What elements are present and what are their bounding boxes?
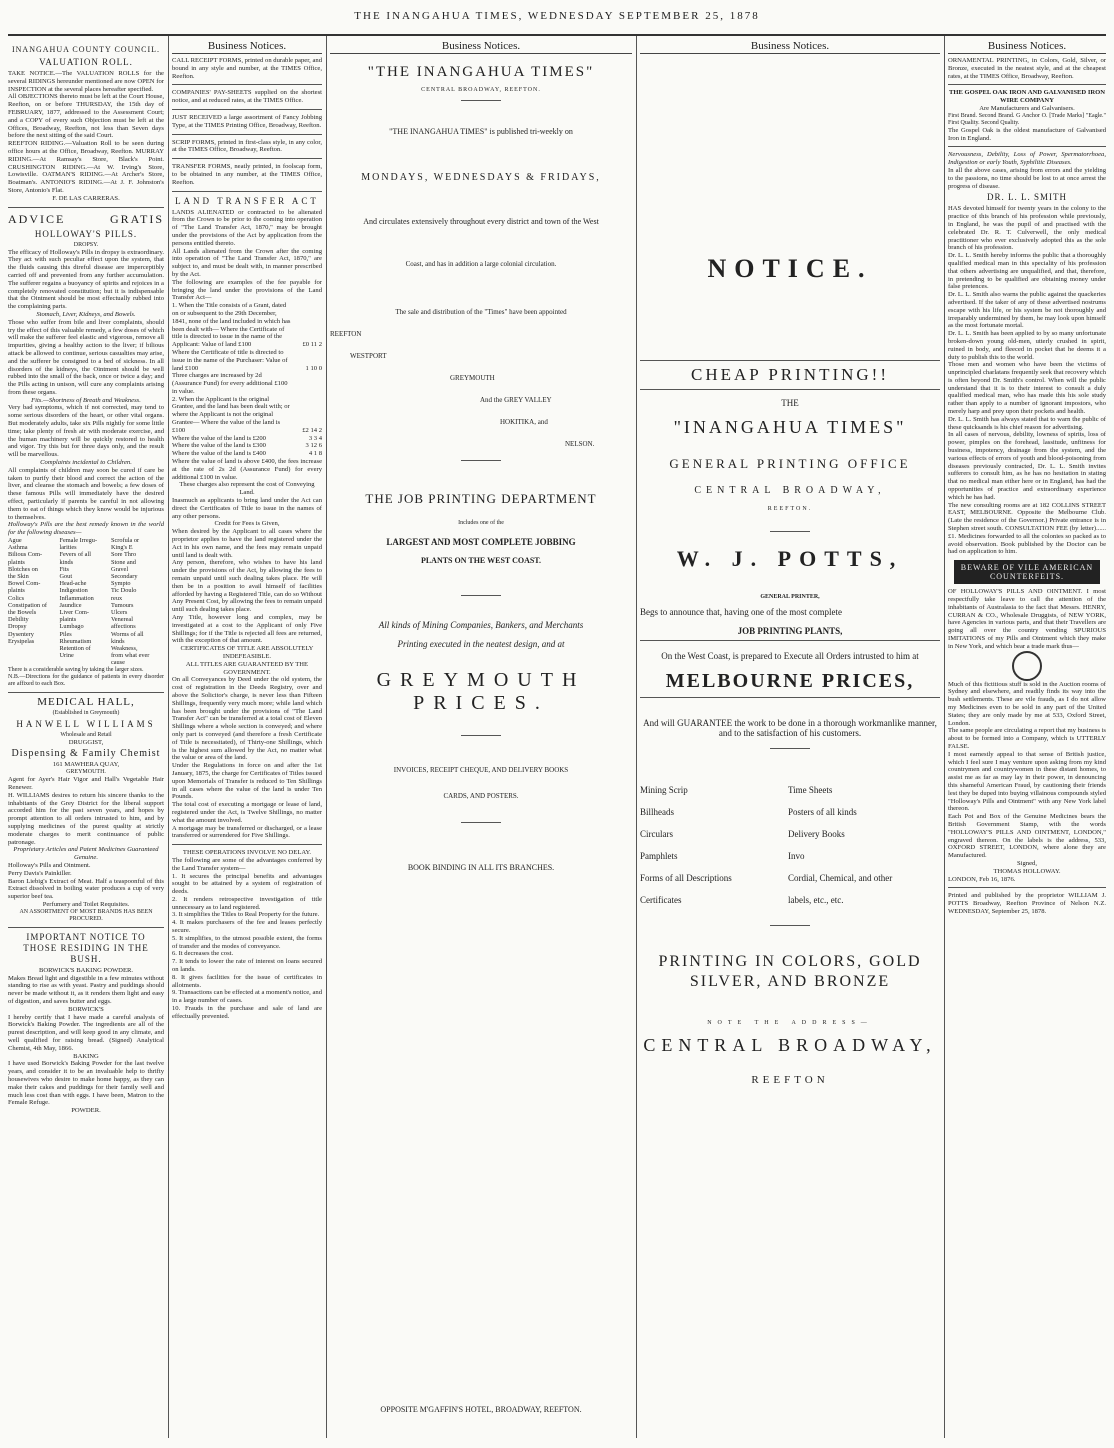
dr-smith-text-4: Dr. L. L. Smith has been applied to by so many unfortunate broken-down young old-men, utterly crushed in spirit, ruined in body, and fleeced in pocket that he deems it a duty to publish this to the world. — [948, 330, 1106, 361]
thomas-holloway: THOMAS HOLLOWAY. — [993, 867, 1061, 875]
london-date: LONDON, Feb 16, 1876. — [948, 875, 1016, 883]
disease-cell: Ulcers — [110, 609, 128, 617]
printing-items-right — [788, 779, 940, 911]
fee-description: Where the Certificate of title is directed to issue in the name of the Purchaser: Value of land £100 — [172, 348, 288, 372]
disease-row — [8, 551, 164, 558]
inangahua-times: "INANGAHUA TIMES" — [673, 417, 907, 437]
column-divider — [168, 36, 169, 1438]
disease-row — [8, 652, 164, 666]
baking-label: BAKING — [73, 1052, 99, 1060]
disease-cell: Ague — [8, 537, 22, 545]
dr-smith-text-2: Dr. L. L. Smith hereby informs the public that a thoroughly qualified medical man in this speciality of his profession that others advertising are unqualified, and that, therefore, in pretending to be qualified are obtaining money under false pretences. — [948, 252, 1106, 291]
disease-cell: Retention of — [59, 645, 91, 653]
column-5 — [948, 38, 1106, 1438]
benefit-item: 2. It renders retrospective investigation of title unnecessary as to land registered. — [172, 895, 322, 911]
best-remedy: Holloway's Pills are the best remedy known in the world for the following diseases— — [8, 521, 164, 537]
disease-cell: Tumours — [110, 601, 134, 609]
greymouth-label: GREYMOUTH. — [66, 769, 106, 776]
disease-cell: Urine — [59, 652, 74, 660]
distribution-place: And the GREY VALLEY — [480, 396, 552, 404]
fee-amount: 3 12 6 — [305, 442, 322, 450]
distribution-places — [330, 330, 632, 448]
disease-cell — [8, 652, 59, 666]
distribution-place: WESTPORT — [350, 352, 387, 360]
disease-row — [8, 580, 164, 587]
printing-item: Posters of all kinds — [788, 807, 857, 817]
advice-gratis-heading — [8, 212, 164, 227]
published-text: "THE INANGAHUA TIMES" is published tri-weekly on — [389, 127, 573, 136]
disease-row — [8, 537, 164, 544]
dr-smith-text-5: Those men and women who have been the victims of unprincipled charlatans frequently seek that recovery which is often beyond Dr. Smith's control. When will the public understand that it is to their interest to consult a duly qualified medical man, who has made this his sole study rather than apply to a number of ignorant impostors, who merely harp and prey upon their pockets and health. — [948, 361, 1106, 416]
disease-cell: Fits — [59, 565, 69, 573]
disease-cell: Scrofula or — [110, 537, 140, 545]
beware-text-1: OF HOLLOWAY'S PILLS AND OINTMENT. I most respectfully take leave to call the attention of the inhabitants of Australasia to the fact that Messrs. HENRY, CURRAN & CO., Wholesale Druggists, of NEW YORK, have Agencies in various parts, and that their Travellers are going all over the country vending SPURIOUS IMITATIONS of my Pills and Ointment which they make in New York, and which bear a trade mark thus— — [948, 588, 1106, 650]
printing-item: Forms of all Descriptions — [640, 873, 732, 883]
benefit-item: 9. Transactions can be effected at a moment's notice, and in a large number of cases. — [172, 989, 322, 1005]
powder-label: POWDER. — [71, 1107, 101, 1115]
reefton-label: REEFTON. — [767, 506, 813, 512]
printing-item: Certificates — [640, 895, 682, 905]
west-coast-plants: PLANTS ON THE WEST COAST. — [420, 556, 542, 565]
valuation-roll-heading: VALUATION ROLL. — [39, 57, 133, 67]
borwicks-label: BORWICK'S — [68, 1005, 104, 1013]
the-word: THE — [781, 398, 799, 408]
disease-cell: Female Irregu- — [59, 537, 98, 545]
ayer-agent: Agent for Ayer's Hair Vigor and Hall's Vegetable Hair Renewer. — [8, 776, 164, 792]
masthead: THE INANGAHUA TIMES, WEDNESDAY SEPTEMBER 25, 1878 — [354, 10, 760, 22]
fits-text: Very bad symptoms, which if not corrected, may tend to some serious disorders of the heart, or other vital organs. But moderately adults, take six Pills nightly for some little time; take plenty of fresh air with moderate exercise, and the human machinery will be quickly restored to health and vigor. Try this but for three days only, and the result will be marvellous. — [8, 404, 164, 459]
gospel-oak-heading: THE GOSPEL OAK IRON AND GALVANISED IRON WIRE COMPANY — [948, 89, 1106, 105]
disease-row — [8, 616, 164, 623]
disease-cell: Gout — [59, 573, 73, 581]
fee-row — [172, 372, 322, 395]
dr-smith-text-6: Dr. L. L. Smith has always stated that to warn the public of these quicksands is his chief reason for advertising. — [948, 415, 1106, 431]
disease-cell: Dysentery — [8, 630, 34, 638]
disease-cell: Sore Thro — [110, 551, 137, 559]
benefits-list — [172, 873, 322, 1021]
disease-cell: larities — [59, 544, 77, 552]
fee-row — [172, 302, 322, 349]
disease-cell: Constipation of — [8, 601, 48, 609]
cheap-printing-box — [640, 360, 940, 390]
perfumery: Perfumery and Toilet Requisites. — [42, 901, 130, 909]
baking-text: I have used Borwick's Baking Powder for the last twelve years, and consider it to be an invaluable help to thrifty housewives who desire to make home happy, as they can make their cakes and puddings for their family well and much less cost than with eggs. I have been, Matron to the Female Refuge. — [8, 1060, 164, 1107]
printing-executed: Printing executed in the neatest design, and at — [397, 639, 565, 649]
fits-heading: Fits.—Shortness of Breath and Weakness. — [31, 396, 141, 404]
transfer-forms-ad: TRANSFER FORMS, neatly printed, in foolscap form, to be obtained in any number, at the TIMES Office, Reefton. — [172, 163, 322, 186]
column-2 — [172, 38, 322, 1438]
any-title-text: Any Title, however long and complex, may be investigated at a cost to the Applicant of only Five Shillings; for if the Title is rejected all fees are returned, with the exception of that amount. — [172, 614, 322, 645]
central-broadway: CENTRAL BROADWAY, — [694, 485, 886, 496]
disease-row — [8, 595, 164, 602]
distribution-place: REEFTON — [330, 330, 362, 338]
dr-smith-text-1: HAS devoted himself for twenty years in the colony to the practice of this branch of his profession while previously, in England, he was the pupil of and practised with the celebrated Dr. R. T. Culverwell, the only medical practitioner who ever exclusively adopted this as the sole branch of his profession. — [948, 205, 1106, 252]
melbourne-prices: MELBOURNE PRICES, — [640, 670, 940, 698]
fee-description: 1. When the Title consists of a Grant, dated on or subsequent to the 29th December, 1841, none of the land included in which has been dealt with— Where the Certificate of title is directed to issue in the name of the Applicant: Value of land £100 — [172, 302, 291, 349]
fee-row — [172, 450, 322, 458]
gospel-oak-oldest: The Gospel Oak is the oldest manufacture of Galvanised Iron in England. — [948, 126, 1106, 142]
disease-cell: Lumbago — [59, 623, 84, 631]
potts-name: W. J. POTTS, — [676, 546, 904, 571]
guaranteed-heading: ALL TITLES ARE GUARANTEED BY THE GOVERNMENT. — [185, 660, 309, 676]
benefit-item: 5. It simplifies, to the utmost possible extent, the forms of transfer and the modes of conveyance. — [172, 934, 322, 950]
mawhera-quay: 161 MAWHERA QUAY, — [52, 761, 120, 769]
williams-text: H. WILLIAMS desires to return his sincere thanks to the inhabitants of the Grey District for the liberal support accorded him for the past seven years, and hopes by prompt attention to all orders intrusted to him, and by supplying medicines of the purest quality at strictly moderate charges to merit continuance of public patronage. — [8, 791, 164, 846]
borwick-testimonial: I hereby certify that I have made a careful analysis of Borwick's Baking Powder. The ingredients are all of the purest description, and will keep good in any climate, and well qualified for raising bread. (Signed) Analytical Chemist, 4th May, 1866. — [8, 1013, 164, 1052]
druggist-label: DRUGGIST, — [68, 738, 104, 746]
stomach-heading: Stomach, Liver, Kidneys, and Bowels. — [36, 310, 136, 318]
benefit-item: 3. It simplifies the Titles to Real Property for the future. — [172, 911, 320, 919]
stomach-text: Those who suffer from bile and liver complaints, should try the effect of this valuable remedy, a few doses of which will make the sufferer feel elastic and vigorous, remove all impurities, giving a healthy action to the liver; if bilious attack be allowed to continue, serious casualties may arise, and the sufferer be consigned to a bed of sickness. In all disorders of the kidneys, the Ointment should be well rubbed into the small of the back, once or twice a day; and the Pills acting in unison, will cure any complaints arising from these organs. — [8, 318, 164, 396]
jobbing-type-ad: JUST RECEIVED a large assortment of Fancy Jobbing Type, at the TIMES Printing Office, Broadway, Reefton. — [172, 113, 322, 129]
distribution-place: HOKITIKA, and — [500, 418, 548, 426]
operations-heading: THESE OPERATIONS INVOLVE NO DELAY. — [182, 849, 312, 857]
fee-amount: 1 10 0 — [305, 364, 322, 372]
disease-cell: plaints — [8, 558, 25, 566]
children-text: All complaints of children may soon be cured if care be taken to purify their blood and correct the action of the liver, and cleanse the stomach and bowels; a few doses of these famous Pills will immediately have the desired effect, particularly if parents be careful in not allowing them to eat of things which they know would be injurious to themselves. — [8, 466, 164, 521]
begs-announce: Begs to announce that, having one of the most complete — [640, 607, 842, 617]
benefit-item: 4. It makes purchasers of the fee and leases perfectly secure. — [172, 919, 322, 935]
printing-item: Cordial, Chemical, and other — [788, 873, 893, 883]
fee-amount: 3 3 4 — [308, 434, 322, 442]
liebig-extract: Baron Liebig's Extract of Meat. Half a teaspoonful of this Extract dissolved in boiling water produces a cup of very superior beef tea. — [8, 877, 164, 901]
dr-smith-text-7: In all cases of nervous, debility, lowness of spirits, loss of power, pimples on the forehead, lassitude, unfitness for business, impotency, drainage from the system, and the various effects of errors of youth and blood-poisoning from diseases previously contracted, Dr. L. L. Smith invites sufferers to consult him, as he has no hesitation in stating that no medical man either here or in England, has had the opportunities of practice and extraordinary experience which he has had. — [948, 431, 1106, 501]
disease-cell: Rheumatism — [59, 637, 92, 645]
fee-row — [172, 442, 322, 450]
gratis-word: GRATIS — [109, 211, 164, 226]
printing-items-left — [640, 779, 788, 911]
objections-text: All OBJECTIONS thereto must be left at the Court House, Reefton, on or before THURSDAY, the 15th day of FEBRUARY, 1877, addressed to the Assessment Court; and a COPY of every such Objection must be left at the Offices, Broadway, Reefton, not less than Seven days before the next sitting of the said Court. — [8, 93, 164, 140]
borwick-text: Makes Bread light and digestible in a few minutes without standing to rise as with yeast. Pastry and puddings should never be made without it, as it renders them light and easy of digestion, and saves butter and eggs. — [8, 974, 164, 1006]
column-1 — [8, 38, 164, 1438]
disease-cell: Weakness, — [110, 645, 138, 653]
disease-cell: kinds — [110, 637, 125, 645]
nervousness-text: In all the above cases, arising from errors and the yielding to the passions, no time should be lost to at once arrest the progress of disease. — [948, 166, 1106, 190]
job-printing-heading: THE JOB PRINTING DEPARTMENT — [365, 491, 597, 506]
disease-row — [8, 559, 164, 566]
disease-cell: Gravel — [110, 565, 129, 573]
medical-hall-heading: MEDICAL HALL, — [37, 695, 135, 708]
printing-item: Circulars — [640, 829, 673, 839]
perry-davis: Perry Davis's Painkiller. — [8, 869, 72, 877]
disease-row — [8, 623, 164, 630]
consulting-rooms: The new consulting rooms are at 182 COLLINS STREET EAST, MELBOURNE. Opposite the Melbourne Club. (Late the residence of the Governor.) Private entrance is in Stephen street south. CONSULTATION FEE (by letter)......£1. Medicines forwarded to all the colonies so packed as to avoid observation. Book published by the Doctor can be had on application to him. — [948, 501, 1106, 556]
regulations-text: Under the Regulations in force on and after the 1st January, 1875, the charge for Certificates of Titles issued upon Memorials of Transfer is reduced to Ten Shillings in all cases where the value of the land is under Ten Pounds. — [172, 762, 322, 801]
column-5-heading: Business Notices. — [948, 38, 1106, 54]
disease-cell: affections — [110, 623, 136, 631]
column-3 — [330, 38, 632, 1438]
scrip-forms-ad: SCRIP FORMS, printed in first-class style, in any color, at the TIMES Office, Broadway, Reefton. — [172, 138, 322, 154]
beware-text-2: Much of this fictitious stuff is sold in the Auction rooms of Sydney and elsewhere, and readily finds its way into the bush settlements. These are vile frauds, as I do not allow my Medicines even to be sold in any part of the United States; they are only made by me at 533, Oxford Street, London. — [948, 680, 1106, 727]
children-heading: Complaints incidental to Children. — [40, 459, 132, 467]
opposite-hotel: OPPOSITE M'GAFFIN'S HOTEL, BROADWAY, REEFTON. — [380, 1405, 582, 1414]
gospel-oak-brands: First Brand. Second Brand. G Anchor O. [Trade Marks] "Eagle." First Quality. Second Quality. — [948, 112, 1106, 126]
ridings-text: REEFTON RIDING.—Valuation Roll to be seen during office hours at the Office, Broadway, Reefton. MURRAY RIDING.—At Ramsay's Store, Black's Point. CRUSHINGTON RIDING.—At W. Irving's Store, Lowisville. OATMAN'S RIDING.—At Archer's Store, Boatman's. ANTONIO'S RIDING.—At J. F. Johnston's Store, Antonio's Flat. — [8, 140, 164, 194]
signed-label: Signed, — [1017, 859, 1037, 867]
receipt-forms-ad: CALL RECEIPT FORMS, printed on durable paper, and bound in any style and number, at the TIMES Office, Reefton. — [172, 57, 322, 80]
disease-cell: Head-ache — [59, 580, 87, 588]
disease-cell: Blotches on — [8, 565, 38, 573]
printing-item: Mining Scrip — [640, 785, 688, 795]
notice-heading: NOTICE. — [707, 254, 873, 283]
trade-mark-stamp-icon — [1012, 651, 1042, 681]
council-heading: INANGAHUA COUNTY COUNCIL. — [11, 45, 161, 54]
any-person-text: Any person, therefore, who wishes to have his land under the provisions of the Act, by allowing the fees to remain unpaid until such dealing takes place. He will then be in a position to avail himself of facilities afforded by having a Registered Title, can do so Without Any Present Cost, by allowing the fees to remain unpaid until such dealing takes place. — [172, 559, 322, 614]
disease-cell: Bowel Com- — [8, 580, 41, 588]
disease-cell: the Skin — [8, 573, 29, 581]
printing-item: Delivery Books — [788, 829, 845, 839]
disease-cell: Secondary — [110, 573, 138, 581]
council-signature: F. DE LAS CARRERAS. — [52, 194, 120, 202]
lands-alienated-after: All Lands alienated from the Crown after the coming into operation of "The Land Transfer Act, 1870," are subject to, and must be dealt with, in manner prescribed by the Act. — [172, 247, 322, 278]
note-address: NOTE THE ADDRESS— — [707, 1020, 873, 1026]
disease-row — [8, 609, 164, 616]
mortgage-transfer-text: A mortgage may be transferred or discharged, or a lease transferred or surrendered for Five Shillings. — [172, 824, 322, 840]
column-4 — [640, 38, 940, 1438]
fees-table — [172, 302, 322, 458]
cards-posters: CARDS, AND POSTERS. — [443, 792, 519, 800]
circulates-text: And circulates extensively throughout every district and town of the West — [363, 217, 599, 226]
disease-cell: Sympto — [110, 580, 131, 588]
publication-days: MONDAYS, WEDNESDAYS & FRIDAYS, — [361, 172, 601, 183]
disease-cell: Erysipelas — [8, 637, 35, 645]
sale-distribution: The sale and distribution of the "Times" have been appointed — [395, 308, 567, 316]
holloway-ointment: Holloway's Pills and Ointment. — [8, 862, 91, 870]
printing-items — [640, 779, 940, 911]
guaranteed-text: On all Conveyances by Deed under the old system, the cost of registration in the Deeds Registry, over and above the Solicitor's charge, is never less than Fifteen Shillings, frequently very much more; while land which has been brought under the provisions of "The Land Transfer Act" can be transferred at a total cost of Eleven Shillings where a whole section is conveyed; and where only part is conveyed (and therefore a fresh Certificate of Title is necessitated), of Thirty-one Shillings, which is the highest sum allowed by the Act, no matter what the value or area of the land. — [172, 676, 322, 762]
disease-cell: kinds — [59, 558, 74, 566]
fee-amount: 4 1 8 — [308, 450, 322, 458]
disease-row — [8, 587, 164, 594]
fee-description: Where the value of the land is £400 — [172, 450, 266, 458]
gospel-oak-subheading: Are Manufacturers and Galvanisers. — [979, 104, 1075, 112]
disease-cell: reux — [110, 594, 123, 602]
disease-cell: Jaundice — [59, 601, 82, 609]
column-3-heading: Business Notices. — [330, 38, 632, 54]
disease-cell: Dropsy — [8, 623, 27, 631]
printing-item: Invo — [788, 851, 805, 861]
masthead-rule — [8, 34, 1106, 36]
printing-item: Pamphlets — [640, 851, 678, 861]
hanwell-williams-heading: HANWELL WILLIAMS — [16, 718, 156, 729]
column-2-heading: Business Notices. — [172, 38, 322, 54]
borwick-heading: BORWICK'S BAKING POWDER. — [38, 966, 134, 974]
disease-cell: Debility — [8, 616, 29, 624]
beware-banner: BEWARE OF VILE AMERICAN COUNTERFEITS. — [954, 560, 1100, 584]
disease-cell: from what ever cause — [110, 652, 150, 667]
established-note: (Established in Greymouth) — [52, 709, 120, 716]
reefton-footer: REEFTON — [751, 1074, 829, 1086]
fee-amount: £0 11 2 — [302, 341, 322, 349]
mortgage-text: The total cost of executing a mortgage or lease of land, registered under the Act, is Twelve Shillings, no matter what the amount involved. — [172, 801, 322, 824]
disease-cell: Venereal — [110, 616, 133, 624]
ornamental-printing-ad: ORNAMENTAL PRINTING, in Colors, Gold, Silver, or Bronze, executed in the neatest style, and at the cheapest rates, at the TIMES Office, Broadway, Reefton. — [948, 57, 1106, 80]
fee-row — [172, 349, 322, 372]
disease-cell: Liver Com- — [59, 609, 90, 617]
disease-cell: Piles — [59, 630, 72, 638]
disease-cell: King's E — [110, 544, 133, 552]
disease-cell: Bilious Com- — [8, 551, 43, 559]
invoices-text: INVOICES, RECEIPT CHEQUE, AND DELIVERY BOOKS — [393, 766, 569, 774]
distribution-place: GREYMOUTH — [450, 374, 495, 382]
disease-cell: plaints — [59, 616, 77, 624]
colors-gold-silver: PRINTING IN COLORS, GOLD SILVER, AND BRONZE — [658, 953, 922, 990]
book-binding: BOOK BINDING IN ALL ITS BRANCHES. — [407, 863, 555, 872]
printing-item: labels, etc., etc. — [788, 895, 844, 905]
beware-text-3: The same people are circulating a report that my business is about to be formed into a Company, which is UTTERLY FALSE. — [948, 727, 1106, 750]
valuation-notice: TAKE NOTICE.—The VALUATION ROLLS for the several RIDINGS hereunder mentioned are now OPEN for INSPECTION at the several places hereafter specified. — [8, 70, 164, 93]
largest-jobbing: LARGEST AND MOST COMPLETE JOBBING — [386, 537, 576, 547]
greymouth-prices: GREYMOUTH PRICES. — [376, 669, 586, 714]
distribution-place: NELSON. — [565, 440, 595, 448]
fees-intro: The following are examples of the fee payable for bringing the land under the provisions of the Land Transfer Act— — [172, 278, 322, 302]
holloway-pills-heading: HOLLOWAY'S PILLS. — [34, 228, 138, 239]
disease-cell: Tic Doulo — [110, 587, 137, 595]
disease-row — [8, 602, 164, 609]
disease-cell: Worms of all — [110, 630, 144, 638]
advice-word: ADVICE — [8, 211, 66, 226]
disease-cell: Stone and — [110, 558, 136, 566]
beware-text-5: Each Pot and Box of the Genuine Medicines bears the British Government Stamp, with the words "HOLLOWAY'S PILLS AND OINTMENT, LONDON," engraved thereon. On the labels is the address, 533, OXFORD STREET, LONDON, where alone they are Manufactured. — [948, 813, 1106, 860]
nervousness-heading: Nervousness, Debility, Loss of Power, Spermatorrhoea, Indigestion or early Youth, Syphilitic Diseases. — [948, 151, 1106, 167]
lands-alienated: LANDS ALIENATED or contracted to be alienated from the Crown to be prior to the coming into operation of "The Land Transfer Act, 1870," may be brought under the provisions of the Act by application from the persons entitled thereto. — [172, 208, 322, 247]
credit-heading: Credit for Fees is Given, — [214, 520, 280, 528]
dropsy-heading: DROPSY. — [73, 241, 99, 248]
disease-cell: Colics — [8, 594, 25, 602]
wholesale-label: Wholesale and Retail — [60, 731, 112, 738]
benefit-item: 8. It gives facilities for the issue of certificates in allotments. — [172, 973, 322, 989]
column-divider — [636, 36, 637, 1438]
cheap-printing: CHEAP PRINTING!! — [690, 365, 889, 384]
dr-smith-heading: DR. L. L. SMITH — [987, 192, 1067, 203]
coast-circulation: Coast, and has in addition a large colonial circulation. — [405, 260, 557, 268]
column-divider — [326, 36, 327, 1438]
disease-cell: Indigestion — [59, 587, 88, 595]
inasmuch-text: Inasmuch as applicants to bring land under the Act can direct the Certificates of Title to issue in the names of any other persons. — [172, 497, 322, 520]
dropsy-text: The efficacy of Holloway's Pills in dropsy is extraordinary. They act with such peculiar effect upon the system, that the fluids causing this direful disease are imperceptibly carried off and prevented from any further accumulation. The sufferer regains a buoyancy of spirits and rejoices in a completely renovated constitution; but it is indispensable that the Ointment should be most effectually rubbed into the complaining parts. — [8, 248, 164, 311]
important-notice: IMPORTANT NOTICE TO THOSE RESIDING IN THE BUSH. — [23, 931, 149, 964]
dr-smith-text-3: Dr. L. L. Smith also warns the public against the quackeries advertised. If the taker of any of these advertised nostrums escape with his life, or his system be not thoroughly and irreparably undermined by them, he may look upon himself as the most fortunate mortal. — [948, 291, 1106, 330]
disease-row — [8, 573, 164, 580]
benefit-item: 10. Frauds in the purchase and sale of land are effectually prevented. — [172, 1005, 322, 1020]
job-printing-plants: JOB PRINTING PLANTS, — [640, 626, 940, 641]
disease-cell: Inflammation — [59, 594, 94, 602]
benefit-item: 1. It secures the principal benefits and advantages sought to be attained by a system of registration of deeds. — [172, 872, 322, 896]
disease-cell: the Bowels — [8, 609, 37, 617]
land-transfer-act-heading: LAND TRANSFER ACT — [175, 195, 319, 206]
conveying-note: These charges also represent the cost of Conveying Land. — [179, 481, 315, 497]
general-printer: GENERAL PRINTER, — [760, 594, 820, 600]
disease-cell: Fevers of all — [59, 551, 91, 559]
guarantee-text: And will GUARANTEE the work to be done in a thorough workmanlike manner, and to the satisfaction of his customers. — [643, 718, 937, 738]
fee-description: Three charges are increased by 2d (Assurance Fund) for every additional £100 in value. — [172, 372, 288, 395]
west-coast-prepared: On the West Coast, is prepared to Execute all Orders intrusted to him at — [661, 651, 919, 661]
disease-cell — [8, 645, 59, 652]
selection-note: AN ASSORTMENT OF MOST BRANDS HAS BEEN PROCURED. — [19, 908, 153, 922]
fee-description: Where the value of the land is £200 — [172, 434, 266, 442]
diseases-table — [8, 537, 164, 667]
fee-amount: £2 14 2 — [302, 426, 322, 434]
disease-row — [8, 544, 164, 551]
disease-row — [8, 631, 164, 638]
disease-cell: Asthma — [8, 544, 28, 552]
mining-companies-text: All kinds of Mining Companies, Bankers, and Merchants — [378, 620, 584, 630]
fee-description: 2. When the Applicant is the original Grantee, and the land has been dealt with; or where the Applicant is not the original Grantee— Where the value of the land is £100 — [172, 395, 290, 434]
includes-text: Includes one of the — [458, 520, 504, 526]
times-address: CENTRAL BROADWAY, REEFTON. — [421, 87, 541, 93]
times-title: "THE INANGAHUA TIMES" — [367, 64, 595, 80]
printed-published: Printed and published by the proprietor WILLIAM J. POTTS Broadway, Reefton Province of Nelson N.Z. WEDNESDAY, September 25, 1878. — [948, 892, 1106, 915]
benefit-item: 7. It tends to lower the rate of interest on loans secured on lands. — [172, 958, 322, 974]
printing-item: Billheads — [640, 807, 674, 817]
saving-note: There is a considerable saving by taking the larger sizes. — [8, 666, 144, 673]
column-divider — [944, 36, 945, 1438]
column-4-heading: Business Notices. — [640, 38, 940, 54]
disease-row — [8, 645, 164, 652]
disease-row — [8, 638, 164, 645]
disease-row — [8, 566, 164, 573]
benefits-intro: The following are some of the advantages conferred by the Land Transfer system— — [172, 856, 322, 872]
patent-medicines: Proprietary Articles and Patent Medicines Guaranteed Genuine. — [13, 846, 159, 862]
central-broadway-big: CENTRAL BROADWAY, — [643, 1035, 937, 1055]
credit-text: When desired by the Applicant to all cases where the proprietor applies to have the land registered under the Act in his own name, and the fees may remain unpaid until land is dealt with. — [172, 528, 322, 559]
disease-cell: plaints — [8, 587, 25, 595]
fees-after: Where the value of land is above £400, the fees increase at the rate of 2s 2d (Assurance Fund) for every additional £100 in value. — [172, 458, 322, 481]
pay-sheets-ad: COMPANIES' PAY-SHEETS supplied on the shortest notice, and at reduced rates, at the TIMES Office. — [172, 89, 322, 105]
directions-note: N.B.—Directions for the guidance of patients in every disorder are affixed to each Box. — [8, 673, 164, 687]
fee-row — [172, 435, 322, 443]
beware-text-4: I most earnestly appeal to that sense of British justice, which I feel sure I may venture upon asking from my kind countrymen and countrywomen in these distant homes, to assist me as far as may lay in their power, in denouncing this shameful American Fraud, by cautioning their friends lest they be duped into buying villainous compounds styled "Holloway's Pills and Ointment" with any New York label thereon. — [948, 750, 1106, 813]
benefit-item: 6. It decreases the cost. — [172, 950, 234, 958]
certificates-heading: CERTIFICATES OF TITLE ARE ABSOLUTELY INDEFEASIBLE. — [180, 645, 314, 660]
general-printing-office: GENERAL PRINTING OFFICE — [669, 456, 911, 471]
fee-row — [172, 396, 322, 435]
printing-item: Time Sheets — [788, 785, 833, 795]
dispensing-chemist: Dispensing & Family Chemist — [11, 748, 161, 760]
fee-description: Where the value of the land is £300 — [172, 442, 266, 450]
